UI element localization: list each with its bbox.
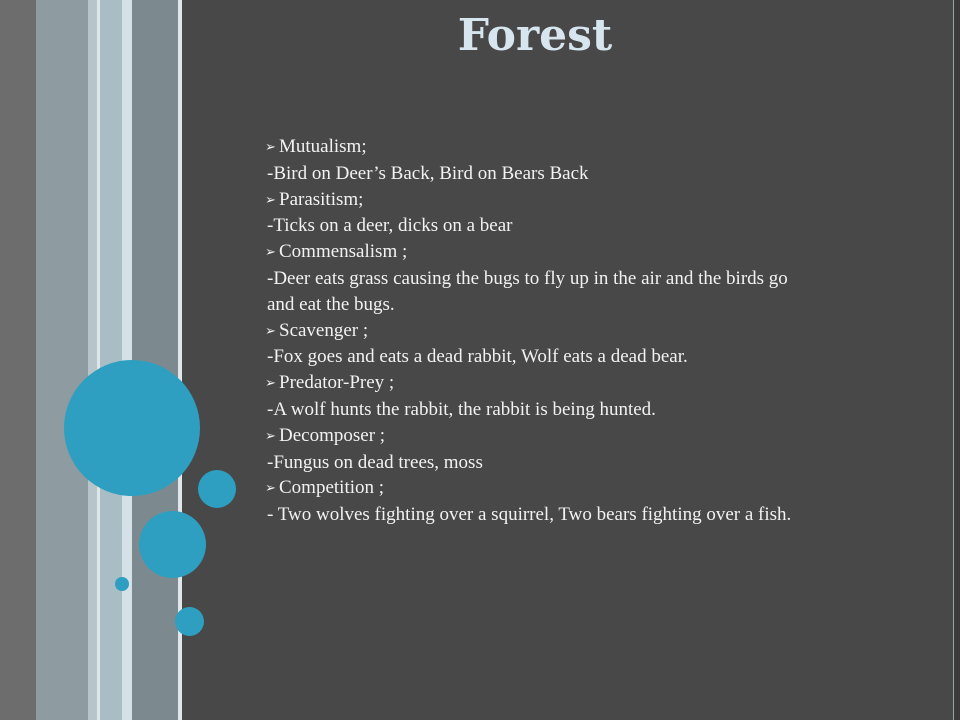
- item-heading: Mutualism;: [279, 136, 367, 157]
- arrowhead-bullet-icon: ➢: [265, 323, 276, 339]
- item-heading: Predator-Prey ;: [279, 372, 395, 394]
- arrowhead-bullet-icon: ➢: [265, 192, 276, 208]
- decorative-circle: [198, 470, 236, 508]
- item-heading: Decomposer ;: [279, 424, 386, 446]
- slide-title: Forest: [457, 10, 613, 61]
- list-item: [267, 475, 807, 528]
- decorative-stripe: [36, 0, 88, 720]
- arrowhead-bullet-icon: ➢: [265, 140, 276, 155]
- arrowhead-bullet-icon: ➢: [265, 481, 276, 497]
- item-description: -A wolf hunts the rabbit, the rabbit is being hunted.: [267, 398, 656, 420]
- right-border: [954, 0, 960, 720]
- list-item: [267, 239, 807, 317]
- item-description: -Bird on Deer’s Back, Bird on Bears Back: [267, 162, 589, 184]
- decorative-stripe: [100, 0, 122, 720]
- decorative-stripe: [88, 0, 97, 720]
- list-item: [267, 318, 807, 371]
- decorative-circle: [139, 511, 206, 578]
- decorative-circle: [64, 360, 200, 496]
- item-heading: Competition ;: [279, 477, 385, 499]
- item-description: -Fox goes and eats a dead rabbit, Wolf eats a dead bear.: [267, 346, 688, 368]
- decorative-stripe: [0, 0, 36, 720]
- list-item: [267, 423, 807, 476]
- item-description: - Two wolves fighting over a squirrel, Two bears fighting over a fish.: [267, 504, 792, 526]
- arrowhead-bullet-icon: ➢: [265, 245, 276, 261]
- decorative-circle: [175, 607, 204, 636]
- item-description: -Deer eats grass causing the bugs to fly up in the air and the birds go and eat the bugs.: [267, 267, 788, 315]
- list-item: [267, 370, 807, 423]
- item-description: -Ticks on a deer, dicks on a bear: [267, 215, 513, 237]
- item-description: -Fungus on dead trees, moss: [267, 451, 483, 473]
- decorative-circle: [115, 577, 129, 591]
- arrowhead-bullet-icon: ➢: [265, 376, 276, 392]
- list-item: [267, 187, 807, 240]
- item-heading: Parasitism;: [279, 188, 364, 210]
- arrowhead-bullet-icon: ➢: [265, 428, 276, 444]
- item-heading: Scavenger ;: [279, 319, 369, 341]
- slide-body: [267, 134, 807, 528]
- item-heading: Commensalism ;: [279, 241, 408, 263]
- list-item: [267, 134, 807, 187]
